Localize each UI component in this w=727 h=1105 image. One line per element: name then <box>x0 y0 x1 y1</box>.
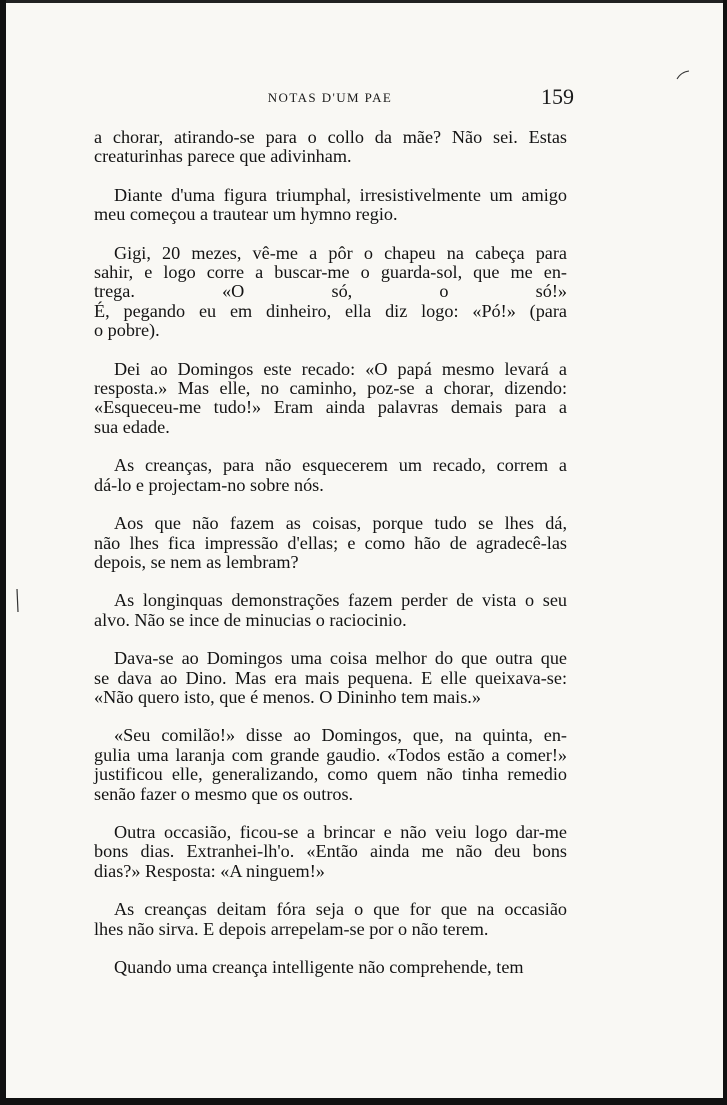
text-line: não lhes fica impressão d'ellas; e como hão de agradecê-las <box>94 532 567 553</box>
text-line: creaturinhas parece que adivinham. <box>94 146 352 167</box>
text-line: meu começou a trautear um hymno regio. <box>94 204 398 225</box>
text-line: depois, se nem as lembram? <box>94 551 299 572</box>
text-line: «Não quero isto, que é menos. O Dininho tem mais.» <box>94 686 481 707</box>
paragraph <box>94 900 567 939</box>
paragraph <box>94 649 567 707</box>
text-line: gulia uma laranja com grande gaudio. «Todos estão a comer!» <box>94 744 567 765</box>
scan-mark-top-right <box>676 70 690 80</box>
text-line: Outra occasião, ficou-se a brincar e não veiu logo dar-me <box>114 821 567 842</box>
text-line: As longinquas demonstrações fazem perder de vista o seu <box>114 590 567 611</box>
paragraph <box>94 360 567 438</box>
text-line: «Seu comilão!» disse ao Domingos, que, na quinta, en- <box>114 725 567 746</box>
paragraph <box>94 726 567 804</box>
text-line: As creanças, para não esquecerem um recado, correm a <box>114 455 567 476</box>
text-line: a chorar, atirando-se para o collo da mãe? Não sei. Estas <box>94 127 567 147</box>
paragraph-gap <box>94 225 567 244</box>
paragraph <box>94 591 567 630</box>
paragraph-gap <box>94 939 567 958</box>
scan-mark-left-margin <box>14 588 22 614</box>
text-line: sahir, e logo corre a buscar-me o guarda-sol, que me en- <box>94 262 567 283</box>
paragraph <box>94 128 567 167</box>
paragraph-gap <box>94 804 567 823</box>
paragraph <box>94 244 567 341</box>
body-text <box>94 128 567 977</box>
text-line: lhes não sirva. E depois arrepelam-se por o não terem. <box>94 918 489 939</box>
paragraph-gap <box>94 495 567 514</box>
paragraph <box>94 186 567 225</box>
text-line: Diante d'uma figura triumphal, irresistivelmente um amigo <box>114 184 567 205</box>
scan-border-top <box>0 0 727 3</box>
text-line: As creanças deitam fóra seja o que for que na occasião <box>114 899 567 920</box>
paragraph-gap <box>94 707 567 726</box>
paragraph-gap <box>94 437 567 456</box>
text-line: dias?» Resposta: «A ninguem!» <box>94 860 325 881</box>
text-line: Aos que não fazem as coisas, porque tudo se lhes dá, <box>114 513 567 534</box>
text-line: se dava ao Dino. Mas era mais pequena. E elle queixava-se: <box>94 667 567 688</box>
paragraph <box>94 823 567 881</box>
text-line: dá-lo e projectam-no sobre nós. <box>94 474 324 495</box>
text-line: senão fazer o mesmo que os outros. <box>94 783 354 804</box>
text-line: Dei ao Domingos este recado: «O papá mesmo levará a <box>114 358 567 379</box>
text-line: o pobre). <box>94 320 160 341</box>
scan-border-right <box>723 0 727 1105</box>
paragraph <box>94 456 567 495</box>
text-line: trega. «O só, o só!» <box>94 281 567 302</box>
page-number: 159 <box>541 84 574 109</box>
text-line: Gigi, 20 mezes, vê-me a pôr o chapeu na cabeça para <box>114 242 567 263</box>
text-line: sua edade. <box>94 416 170 437</box>
text-line: resposta.» Mas elle, no caminho, poz-se a chorar, dizendo: <box>94 378 567 399</box>
text-line: «Esqueceu-me tudo!» Eram ainda palavras demais para a <box>94 397 567 418</box>
scan-border-bottom <box>0 1098 727 1105</box>
text-line: bons dias. Extranhei-lh'o. «Então ainda me não deu bons <box>94 841 567 862</box>
text-line: É, pegando eu em dinheiro, ella diz logo: «Pó!» (para <box>94 300 567 321</box>
text-line: Quando uma creança intelligente não comprehende, tem <box>114 957 524 977</box>
text-line: justificou elle, generalizando, como quem não tinha remedio <box>94 764 567 785</box>
paragraph-gap <box>94 572 567 591</box>
text-line: alvo. Não se ince de minucias o raciocinio. <box>94 609 407 630</box>
paragraph <box>94 514 567 572</box>
paragraph-gap <box>94 881 567 900</box>
paragraph-gap <box>94 341 567 360</box>
paragraph-gap <box>94 630 567 649</box>
scan-border-left <box>0 0 6 1105</box>
text-line: Dava-se ao Domingos uma coisa melhor do que outra que <box>114 648 567 669</box>
paragraph-gap <box>94 167 567 186</box>
paragraph <box>94 958 567 977</box>
running-header-title: NOTAS D'UM PAE <box>267 90 393 105</box>
